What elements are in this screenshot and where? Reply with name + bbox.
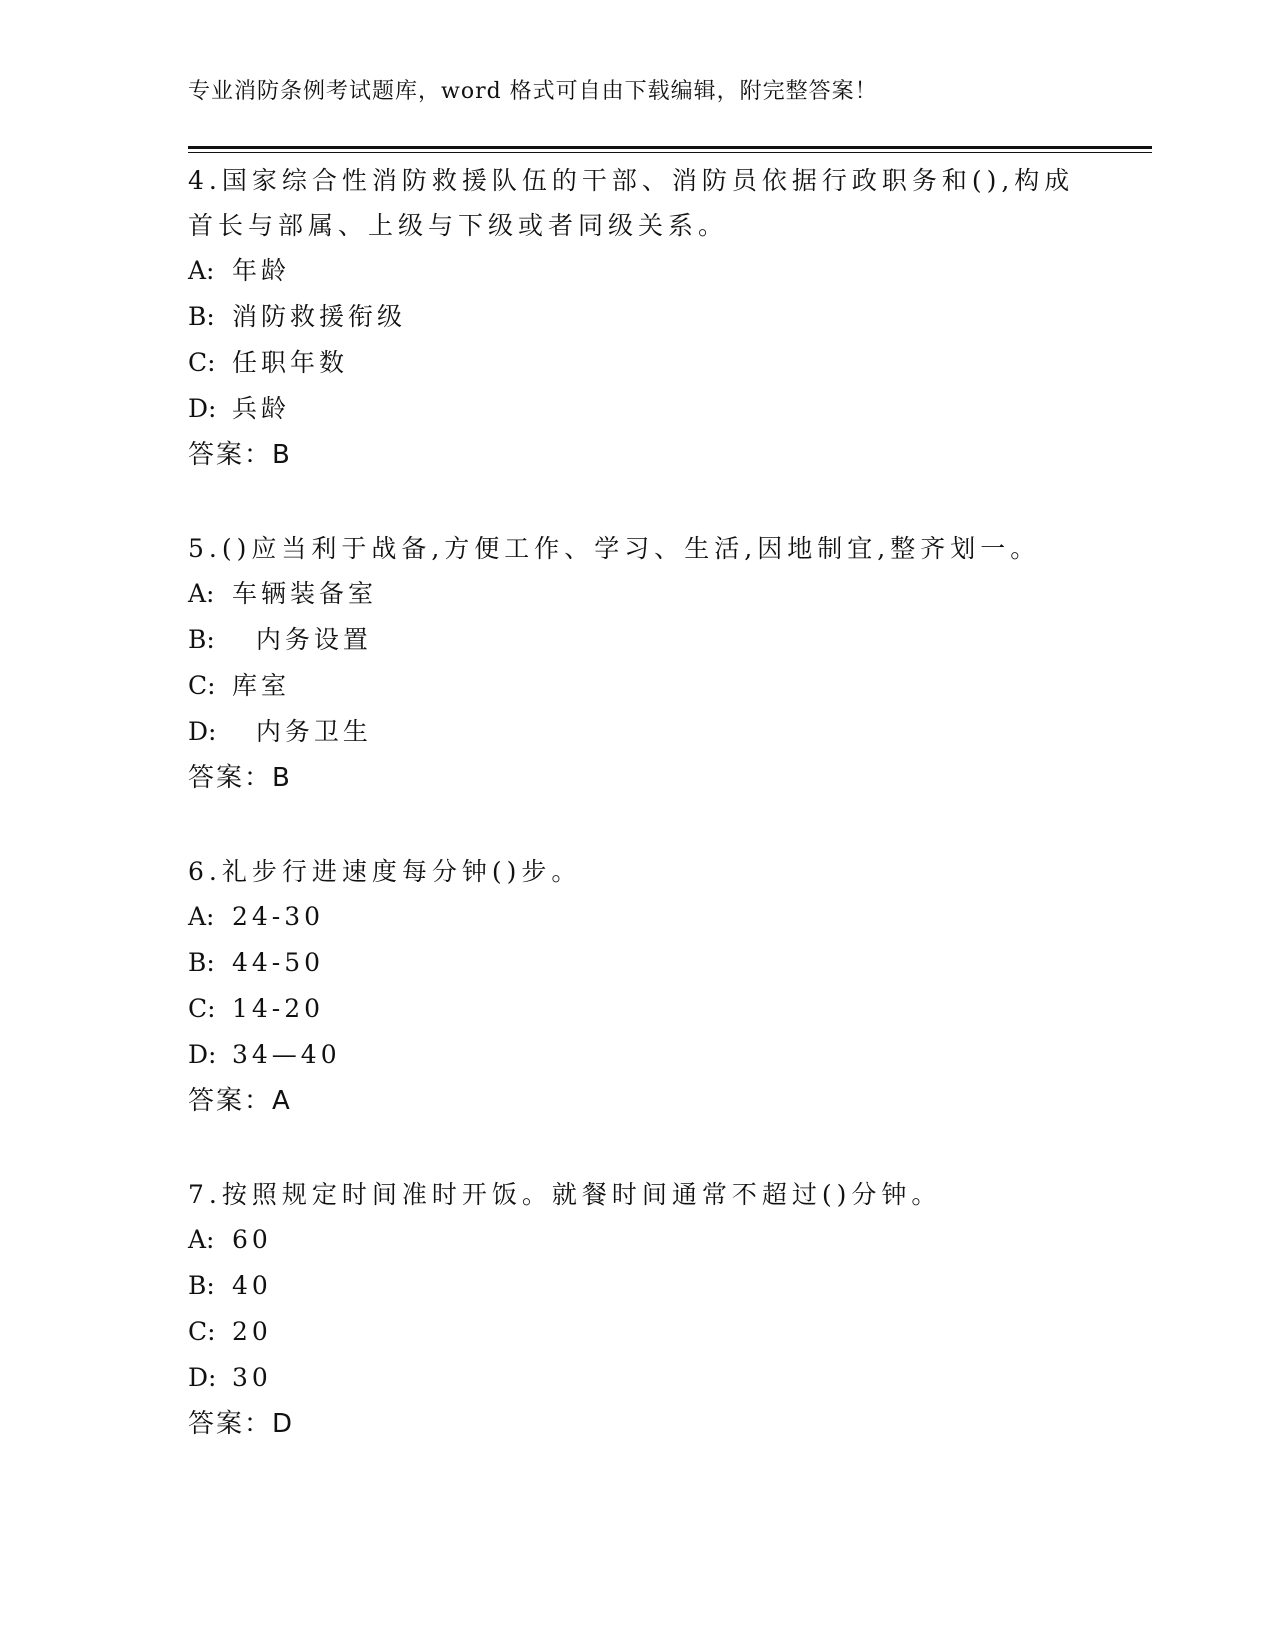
option-letter: A: (188, 256, 215, 285)
question-list (188, 158, 1088, 1495)
option-text: 年龄 (232, 256, 291, 285)
option-b (188, 617, 1088, 663)
option-letter: B: (188, 302, 215, 331)
question-4 (188, 158, 1088, 478)
option-a (188, 1217, 1088, 1263)
page-header: 专业消防条例考试题库，word 格式可自由下载编辑，附完整答案！ (188, 79, 878, 104)
option-c (188, 663, 1088, 709)
answer-line: 答案：A (188, 1086, 292, 1116)
option-letter: A: (188, 902, 215, 931)
option-b (188, 940, 1088, 986)
option-letter: D: (188, 717, 217, 746)
option-letter: A: (188, 579, 215, 608)
option-text: 40 (232, 1271, 272, 1300)
question-stem: 5.()应当利于战备,方便工作、学习、生活,因地制宜,整齐划一。 (188, 534, 1041, 563)
option-text: 60 (232, 1225, 272, 1254)
answer-line: 答案：B (188, 763, 292, 793)
option-letter: C: (188, 348, 216, 377)
header-divider-thick (188, 146, 1152, 149)
question-6 (188, 849, 1088, 1124)
option-c (188, 340, 1088, 386)
option-a (188, 248, 1088, 294)
option-b (188, 294, 1088, 340)
option-d (188, 709, 1088, 755)
option-text: 兵龄 (232, 394, 291, 423)
option-b (188, 1263, 1088, 1309)
option-d (188, 1355, 1088, 1401)
option-letter: C: (188, 1317, 216, 1346)
option-text: 30 (232, 1363, 272, 1392)
option-a (188, 571, 1088, 617)
option-letter: B: (188, 1271, 215, 1300)
option-text: 44-50 (232, 948, 325, 977)
option-text: 消防救援衔级 (232, 302, 407, 331)
option-c (188, 1309, 1088, 1355)
option-text: 24-30 (232, 902, 325, 931)
option-letter: D: (188, 1363, 217, 1392)
answer-line: 答案：B (188, 440, 292, 470)
header-divider-thin (188, 152, 1152, 153)
option-text: 库室 (232, 671, 291, 700)
option-text: 任职年数 (232, 348, 349, 377)
option-text: 14-20 (232, 994, 325, 1023)
option-letter: C: (188, 994, 216, 1023)
option-letter: D: (188, 394, 217, 423)
option-letter: D: (188, 1040, 217, 1069)
option-text: 20 (232, 1317, 272, 1346)
option-text: 内务卫生 (232, 717, 372, 746)
question-7 (188, 1172, 1088, 1447)
question-stem: 7.按照规定时间准时开饭。就餐时间通常不超过()分钟。 (188, 1180, 942, 1209)
option-d (188, 386, 1088, 432)
option-letter: B: (188, 625, 215, 654)
option-d (188, 1032, 1088, 1078)
option-c (188, 986, 1088, 1032)
option-letter: C: (188, 671, 216, 700)
option-letter: A: (188, 1225, 215, 1254)
option-text: 内务设置 (232, 625, 372, 654)
option-text: 34—40 (232, 1040, 341, 1069)
option-text: 车辆装备室 (232, 579, 378, 608)
question-stem: 6.礼步行进速度每分钟()步。 (188, 857, 582, 886)
question-stem: 4.国家综合性消防救援队伍的干部、消防员依据行政职务和(),构成首长与部属、上级与下级或者同级关系。 (188, 166, 1075, 240)
answer-line: 答案：D (188, 1409, 295, 1439)
option-letter: B: (188, 948, 215, 977)
option-a (188, 894, 1088, 940)
question-5 (188, 526, 1088, 801)
